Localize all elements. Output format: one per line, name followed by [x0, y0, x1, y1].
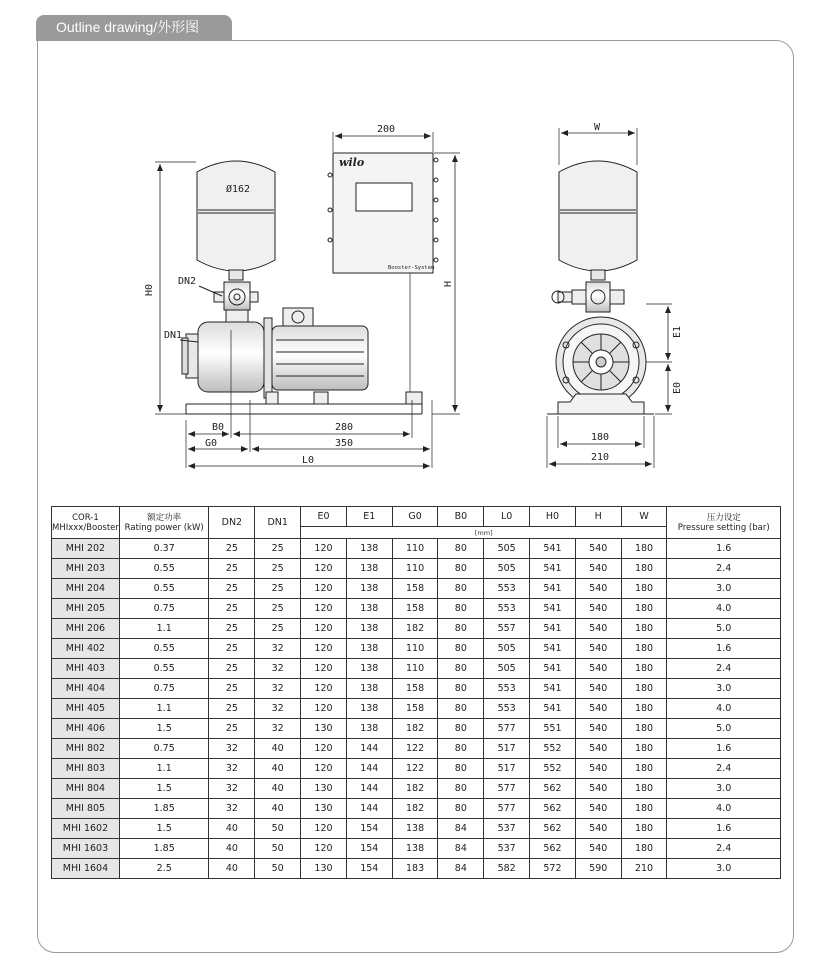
table-cell: 25 [255, 599, 301, 619]
table-cell: 25 [209, 539, 255, 559]
header-power: 额定功率 Rating power (kW) [119, 507, 209, 539]
model-cell: MHI 206 [52, 619, 120, 639]
table-cell: 40 [209, 819, 255, 839]
table-cell: 4.0 [667, 699, 781, 719]
table-row [52, 819, 781, 839]
table-cell: 552 [530, 759, 576, 779]
table-cell: 80 [438, 719, 484, 739]
e0-label: E0 [672, 381, 683, 394]
table-cell: 540 [575, 779, 621, 799]
table-cell: 154 [346, 819, 392, 839]
model-cell: MHI 804 [52, 779, 120, 799]
table-cell: 0.75 [119, 599, 209, 619]
table-cell: 138 [346, 559, 392, 579]
table-cell: 50 [255, 839, 301, 859]
table-cell: 122 [392, 739, 438, 759]
e1-label: E1 [672, 325, 683, 338]
table-cell: 120 [301, 539, 347, 559]
table-row [52, 679, 781, 699]
table-cell: 120 [301, 599, 347, 619]
header-w: W [621, 507, 667, 527]
table-row [52, 599, 781, 619]
table-cell: 0.55 [119, 639, 209, 659]
table-cell: 120 [301, 559, 347, 579]
table-cell: 180 [621, 779, 667, 799]
table-cell: 130 [301, 779, 347, 799]
control-box-label: Booster-System [388, 265, 435, 271]
table-cell: 540 [575, 539, 621, 559]
table-cell: 32 [255, 699, 301, 719]
table-cell: 517 [484, 759, 530, 779]
table-cell: 120 [301, 839, 347, 859]
table-cell: 562 [530, 799, 576, 819]
table-cell: 138 [346, 699, 392, 719]
section-title: Outline drawing/外形图 [56, 19, 200, 35]
table-cell: 84 [438, 859, 484, 879]
table-cell: 0.75 [119, 739, 209, 759]
table-cell: 1.85 [119, 839, 209, 859]
table-cell: 0.55 [119, 579, 209, 599]
table-cell: 541 [530, 659, 576, 679]
table-cell: 144 [346, 799, 392, 819]
header-dn2: DN2 [209, 507, 255, 539]
table-row [52, 739, 781, 759]
dim-180-label: 180 [591, 432, 610, 443]
table-cell: 1.6 [667, 819, 781, 839]
table-cell: 562 [530, 779, 576, 799]
table-row [52, 759, 781, 779]
table-cell: 158 [392, 699, 438, 719]
dn1-label: DN1 [164, 330, 183, 341]
table-cell: 25 [209, 559, 255, 579]
table-cell: 120 [301, 739, 347, 759]
header-g0: G0 [392, 507, 438, 527]
table-cell: 540 [575, 819, 621, 839]
table-cell: 32 [209, 799, 255, 819]
table-cell: 540 [575, 739, 621, 759]
table-cell: 540 [575, 759, 621, 779]
table-cell: 180 [621, 579, 667, 599]
table-cell: 1.5 [119, 779, 209, 799]
table-cell: 138 [346, 539, 392, 559]
table-cell: 120 [301, 759, 347, 779]
table-cell: 541 [530, 679, 576, 699]
table-cell: 80 [438, 779, 484, 799]
table-row [52, 839, 781, 859]
table-cell: 40 [209, 839, 255, 859]
table-cell: 5.0 [667, 719, 781, 739]
table-cell: 180 [621, 679, 667, 699]
table-cell: 25 [255, 579, 301, 599]
table-cell: 180 [621, 659, 667, 679]
table-cell: 1.6 [667, 639, 781, 659]
table-cell: 582 [484, 859, 530, 879]
table-cell: 110 [392, 639, 438, 659]
table-cell: 5.0 [667, 619, 781, 639]
model-cell: MHI 404 [52, 679, 120, 699]
tank-diameter-label: Ø162 [226, 184, 251, 195]
table-cell: 80 [438, 559, 484, 579]
table-cell: 138 [346, 619, 392, 639]
table-row [52, 539, 781, 559]
table-cell: 553 [484, 679, 530, 699]
table-row [52, 859, 781, 879]
dim-210-label: 210 [591, 452, 610, 463]
table-cell: 138 [346, 719, 392, 739]
table-cell: 110 [392, 559, 438, 579]
table-cell: 32 [255, 679, 301, 699]
table-cell: 4.0 [667, 599, 781, 619]
table-row [52, 639, 781, 659]
table-cell: 25 [209, 659, 255, 679]
table-cell: 40 [255, 779, 301, 799]
table-cell: 182 [392, 719, 438, 739]
header-units: [mm] [301, 527, 667, 539]
table-cell: 0.37 [119, 539, 209, 559]
table-cell: 32 [209, 779, 255, 799]
table-cell: 25 [209, 719, 255, 739]
b0-label: B0 [212, 422, 225, 433]
table-cell: 553 [484, 599, 530, 619]
table-cell: 1.5 [119, 719, 209, 739]
table-cell: 80 [438, 739, 484, 759]
table-cell: 0.55 [119, 559, 209, 579]
table-cell: 562 [530, 839, 576, 859]
table-cell: 40 [255, 799, 301, 819]
model-cell: MHI 802 [52, 739, 120, 759]
table-cell: 180 [621, 759, 667, 779]
table-cell: 505 [484, 659, 530, 679]
table-cell: 541 [530, 699, 576, 719]
table-row [52, 659, 781, 679]
header-h: H [575, 507, 621, 527]
table-cell: 562 [530, 819, 576, 839]
table-cell: 541 [530, 539, 576, 559]
table-cell: 130 [301, 859, 347, 879]
table-cell: 180 [621, 539, 667, 559]
table-cell: 154 [346, 839, 392, 859]
table-cell: 40 [255, 739, 301, 759]
table-cell: 541 [530, 559, 576, 579]
header-dn1: DN1 [255, 507, 301, 539]
table-cell: 577 [484, 779, 530, 799]
table-cell: 80 [438, 579, 484, 599]
table-cell: 25 [209, 579, 255, 599]
table-cell: 25 [209, 679, 255, 699]
table-row [52, 619, 781, 639]
table-cell: 50 [255, 859, 301, 879]
table-cell: 80 [438, 799, 484, 819]
table-cell: 180 [621, 799, 667, 819]
table-cell: 540 [575, 639, 621, 659]
table-cell: 553 [484, 579, 530, 599]
table-cell: 80 [438, 599, 484, 619]
table-cell: 210 [621, 859, 667, 879]
table-cell: 40 [209, 859, 255, 879]
table-cell: 32 [255, 719, 301, 739]
spec-table-body [52, 539, 781, 879]
table-row [52, 559, 781, 579]
table-cell: 2.4 [667, 759, 781, 779]
table-cell: 25 [209, 599, 255, 619]
table-cell: 158 [392, 679, 438, 699]
dim-200-label: 200 [377, 124, 396, 135]
table-cell: 110 [392, 539, 438, 559]
dn2-label: DN2 [178, 276, 197, 287]
table-cell: 1.1 [119, 759, 209, 779]
table-cell: 80 [438, 539, 484, 559]
table-cell: 0.75 [119, 679, 209, 699]
header-model: COR-1 MHIxxx/Booster [52, 507, 120, 539]
table-cell: 154 [346, 859, 392, 879]
table-cell: 120 [301, 579, 347, 599]
table-cell: 138 [392, 819, 438, 839]
table-cell: 120 [301, 679, 347, 699]
table-cell: 84 [438, 819, 484, 839]
table-row [52, 799, 781, 819]
table-cell: 557 [484, 619, 530, 639]
table-cell: 1.1 [119, 699, 209, 719]
table-cell: 158 [392, 579, 438, 599]
table-cell: 541 [530, 579, 576, 599]
table-cell: 138 [346, 679, 392, 699]
h0-label: H0 [144, 283, 155, 296]
table-cell: 180 [621, 719, 667, 739]
header-e1: E1 [346, 507, 392, 527]
header-h0: H0 [530, 507, 576, 527]
table-cell: 180 [621, 699, 667, 719]
table-cell: 2.4 [667, 839, 781, 859]
table-cell: 25 [255, 539, 301, 559]
table-cell: 50 [255, 819, 301, 839]
w-label: W [594, 122, 601, 133]
table-cell: 144 [346, 779, 392, 799]
table-cell: 1.6 [667, 739, 781, 759]
table-cell: 84 [438, 839, 484, 859]
dim-280-label: 280 [335, 422, 354, 433]
table-cell: 180 [621, 619, 667, 639]
table-cell: 32 [209, 759, 255, 779]
table-cell: 122 [392, 759, 438, 779]
table-cell: 120 [301, 619, 347, 639]
table-row [52, 779, 781, 799]
table-cell: 540 [575, 559, 621, 579]
table-cell: 138 [346, 639, 392, 659]
table-cell: 0.55 [119, 659, 209, 679]
table-cell: 138 [346, 599, 392, 619]
table-cell: 572 [530, 859, 576, 879]
table-cell: 1.5 [119, 819, 209, 839]
table-cell: 540 [575, 699, 621, 719]
table-cell: 25 [209, 639, 255, 659]
table-cell: 183 [392, 859, 438, 879]
table-cell: 25 [209, 619, 255, 639]
table-cell: 577 [484, 799, 530, 819]
table-cell: 551 [530, 719, 576, 739]
table-cell: 577 [484, 719, 530, 739]
table-cell: 32 [209, 739, 255, 759]
table-cell: 1.6 [667, 539, 781, 559]
model-cell: MHI 406 [52, 719, 120, 739]
table-cell: 3.0 [667, 859, 781, 879]
model-cell: MHI 1604 [52, 859, 120, 879]
table-cell: 138 [346, 579, 392, 599]
table-cell: 3.0 [667, 679, 781, 699]
table-cell: 120 [301, 639, 347, 659]
model-cell: MHI 805 [52, 799, 120, 819]
table-cell: 158 [392, 599, 438, 619]
model-cell: MHI 402 [52, 639, 120, 659]
table-cell: 180 [621, 599, 667, 619]
table-cell: 2.5 [119, 859, 209, 879]
table-row [52, 699, 781, 719]
table-cell: 1.1 [119, 619, 209, 639]
table-cell: 182 [392, 799, 438, 819]
model-cell: MHI 1603 [52, 839, 120, 859]
table-cell: 144 [346, 759, 392, 779]
model-cell: MHI 204 [52, 579, 120, 599]
table-cell: 505 [484, 639, 530, 659]
table-cell: 540 [575, 799, 621, 819]
table-cell: 537 [484, 819, 530, 839]
table-cell: 540 [575, 619, 621, 639]
table-cell: 25 [209, 699, 255, 719]
table-cell: 540 [575, 599, 621, 619]
table-cell: 2.4 [667, 559, 781, 579]
table-cell: 80 [438, 639, 484, 659]
model-cell: MHI 405 [52, 699, 120, 719]
table-cell: 80 [438, 759, 484, 779]
table-cell: 32 [255, 659, 301, 679]
table-cell: 2.4 [667, 659, 781, 679]
wilo-logo: wilo [339, 156, 365, 169]
model-cell: MHI 203 [52, 559, 120, 579]
model-cell: MHI 202 [52, 539, 120, 559]
table-cell: 552 [530, 739, 576, 759]
table-cell: 25 [255, 559, 301, 579]
header-pressure: 压力设定 Pressure setting (bar) [667, 507, 781, 539]
table-cell: 138 [392, 839, 438, 859]
table-cell: 3.0 [667, 579, 781, 599]
table-cell: 1.85 [119, 799, 209, 819]
model-cell: MHI 803 [52, 759, 120, 779]
table-cell: 40 [255, 759, 301, 779]
table-cell: 120 [301, 699, 347, 719]
front-view [547, 128, 672, 468]
table-cell: 180 [621, 739, 667, 759]
table-cell: 180 [621, 819, 667, 839]
table-cell: 110 [392, 659, 438, 679]
table-cell: 80 [438, 679, 484, 699]
table-cell: 505 [484, 559, 530, 579]
table-cell: 130 [301, 799, 347, 819]
table-cell: 540 [575, 839, 621, 859]
table-cell: 25 [255, 619, 301, 639]
table-cell: 80 [438, 659, 484, 679]
table-cell: 180 [621, 559, 667, 579]
table-cell: 120 [301, 659, 347, 679]
header-b0: B0 [438, 507, 484, 527]
table-cell: 505 [484, 539, 530, 559]
table-cell: 3.0 [667, 779, 781, 799]
table-cell: 540 [575, 719, 621, 739]
table-cell: 180 [621, 639, 667, 659]
table-cell: 590 [575, 859, 621, 879]
l0-label: L0 [302, 455, 315, 466]
table-cell: 540 [575, 579, 621, 599]
g0-label: G0 [205, 438, 218, 449]
table-cell: 541 [530, 599, 576, 619]
header-e0: E0 [301, 507, 347, 527]
table-cell: 553 [484, 699, 530, 719]
table-cell: 182 [392, 779, 438, 799]
table-cell: 540 [575, 679, 621, 699]
table-cell: 182 [392, 619, 438, 639]
spec-table [51, 506, 781, 879]
table-cell: 541 [530, 639, 576, 659]
table-cell: 540 [575, 659, 621, 679]
dim-350-label: 350 [335, 438, 354, 449]
table-cell: 144 [346, 739, 392, 759]
table-cell: 517 [484, 739, 530, 759]
table-cell: 120 [301, 819, 347, 839]
model-cell: MHI 205 [52, 599, 120, 619]
model-cell: MHI 403 [52, 659, 120, 679]
table-cell: 130 [301, 719, 347, 739]
h-label: H [443, 280, 454, 287]
table-cell: 4.0 [667, 799, 781, 819]
table-cell: 138 [346, 659, 392, 679]
header-l0: L0 [484, 507, 530, 527]
table-cell: 537 [484, 839, 530, 859]
table-row [52, 719, 781, 739]
table-cell: 80 [438, 699, 484, 719]
table-cell: 32 [255, 639, 301, 659]
table-cell: 541 [530, 619, 576, 639]
table-row [52, 579, 781, 599]
table-cell: 80 [438, 619, 484, 639]
table-cell: 180 [621, 839, 667, 859]
model-cell: MHI 1602 [52, 819, 120, 839]
